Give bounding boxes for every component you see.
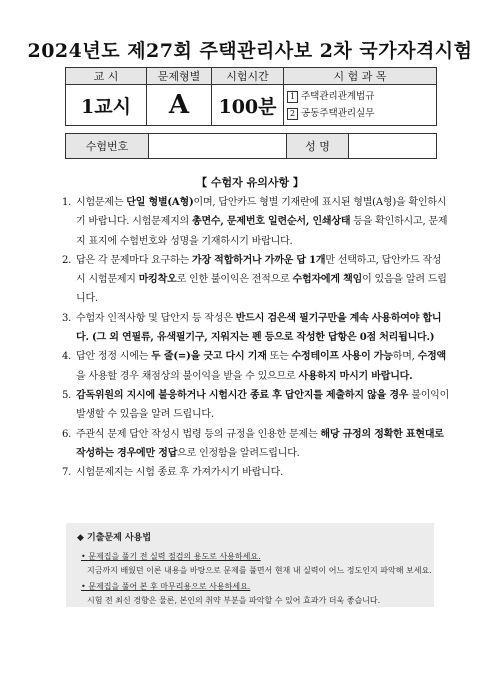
rule-emphasis: 수정액 bbox=[417, 351, 447, 363]
rule-text: 이 있음을 알려 드립니다. bbox=[76, 274, 447, 305]
usage-line: • 문제집을 풀어 본 후 마무리용으로 사용하세요. bbox=[81, 582, 251, 591]
candidate-id-row bbox=[65, 133, 437, 159]
type-header: 문제형별 bbox=[147, 68, 212, 85]
rule-text: 시험문제는 bbox=[76, 197, 127, 208]
rule-emphasis: 감독위원의 지시에 불응하거나 시험시간 종료 후 답안지를 제출하지 않을 경우 bbox=[76, 389, 409, 401]
period-value: 1교시 bbox=[66, 85, 147, 126]
usage-box bbox=[66, 523, 434, 607]
rule-emphasis: 수험자에게 책임 bbox=[292, 274, 363, 286]
rule-number: 3. bbox=[62, 312, 72, 324]
rule-item bbox=[62, 425, 450, 464]
notice-title: 【 수험자 유의사항 】 bbox=[196, 176, 304, 189]
rule-text: 수험자 인적사항 및 답안지 등 작성은 bbox=[76, 312, 236, 324]
rule-text: 이며, 답안카드 형별 기재란에 표시된 형별(A형)을 확인하시기 바랍니다. 시험문제지의 bbox=[76, 197, 447, 228]
rule-item bbox=[62, 309, 450, 348]
subject-number: 1 bbox=[287, 91, 298, 103]
subject-name: 공동주택관리실무 bbox=[301, 108, 375, 119]
rules-list bbox=[62, 193, 450, 482]
rule-text: 하며, bbox=[392, 351, 418, 363]
rule-text: 등을 확인하시고, 문제지 표지에 수험번호와 성명을 기재하시기 바랍니다. bbox=[76, 216, 448, 247]
exam-number-field[interactable] bbox=[149, 134, 287, 159]
usage-line: 시험 전 최신 경향은 물론, 본인의 취약 부분을 파악할 수 있어 효과가 더욱 좋습니다. bbox=[87, 596, 381, 605]
rule-emphasis: 단일 형별(A형) bbox=[126, 197, 194, 208]
exam-info-table bbox=[65, 67, 437, 126]
exam-title: 2024년도 제27회 주택관리사보 2차 국가자격시험 bbox=[27, 40, 473, 62]
rule-number: 2. bbox=[62, 254, 72, 266]
rule-text: 만 선택하고, 답안카드 작성 시 시험문제지 bbox=[76, 254, 442, 286]
rule-number: 7. bbox=[62, 467, 72, 479]
rule-item bbox=[62, 251, 450, 309]
rule-text: 답안 정정 시에는 bbox=[76, 351, 152, 363]
rule-emphasis: 하여야 합니다. (그 외 연필류, 유색필기구, 지워지는 펜 등으로 작성한 답항은 0점 처리됩니다.) bbox=[76, 312, 442, 344]
name-field[interactable] bbox=[349, 134, 437, 159]
exam-number-label: 수험번호 bbox=[66, 134, 149, 159]
time-value: 100분 bbox=[212, 85, 284, 126]
rule-text: 시험문제지는 시험 종료 후 가져가시기 바랍니다. bbox=[76, 467, 284, 479]
rule-number: 4. bbox=[62, 351, 72, 363]
rule-text: 을 사용할 경우 채점상의 불이익을 받을 수 있으므로 bbox=[76, 370, 299, 382]
rule-item bbox=[62, 386, 450, 425]
rule-emphasis: 두 줄(=)을 긋고 다시 기재 bbox=[151, 351, 267, 363]
rule-item bbox=[62, 193, 450, 251]
name-label: 성 명 bbox=[287, 134, 349, 159]
rule-emphasis: 총면수, 문제번호 일련순서, 인쇄상태 bbox=[191, 216, 351, 228]
rule-text: 답은 각 문제마다 요구하는 bbox=[76, 254, 192, 266]
rule-item bbox=[62, 347, 450, 386]
rule-number: 5. bbox=[62, 389, 72, 401]
subject-header: 시 험 과 목 bbox=[284, 68, 437, 85]
subject-number: 2 bbox=[287, 108, 298, 120]
rule-text: 또는 bbox=[266, 351, 292, 363]
rule-text: 으로 인정함을 알려드립니다. bbox=[177, 447, 300, 459]
rule-emphasis: 수정테이프 사용이 가능 bbox=[291, 351, 393, 363]
rule-emphasis: 마킹착오 bbox=[138, 274, 177, 286]
time-header: 시험시간 bbox=[212, 68, 284, 85]
period-header: 교 시 bbox=[66, 68, 147, 85]
usage-line: • 문제집을 풀기 전 실력 점검의 용도로 사용하세요. bbox=[81, 552, 261, 561]
rule-emphasis: 해당 규정의 정확한 표현대로 작성하는 경우에만 정답 bbox=[76, 428, 444, 459]
rule-number: 6. bbox=[62, 428, 72, 440]
rule-text: 주관식 문제 답안 작성시 법령 등의 규정을 인용한 문제는 bbox=[76, 428, 321, 440]
rule-emphasis: 사용하지 마시기 바랍니다. bbox=[298, 370, 413, 382]
rule-number: 1. bbox=[62, 197, 72, 208]
rule-emphasis: 가장 적합하거나 가까운 답 1개 bbox=[191, 254, 326, 266]
subject-list bbox=[284, 85, 437, 126]
rule-text: 로 인한 불이익은 전적으로 bbox=[176, 274, 293, 286]
rule-emphasis: 반드시 검은색 필기구만을 계속 사용 bbox=[235, 312, 391, 324]
usage-title: ◆ 기출문제 사용법 bbox=[77, 533, 152, 543]
type-value: A bbox=[147, 85, 212, 126]
subject-name: 주택관리관계법규 bbox=[301, 91, 375, 102]
subject-item bbox=[287, 105, 436, 122]
rule-text: 불이익이 발생할 수 있음을 알려 드립니다. bbox=[76, 389, 450, 421]
rule-item bbox=[62, 463, 450, 482]
usage-line: 지금까지 배웠던 이론 내용을 바탕으로 문제를 풀면서 현재 내 실력이 어느 정도인지 파악해 보세요. bbox=[87, 566, 432, 575]
subject-item bbox=[287, 88, 436, 105]
